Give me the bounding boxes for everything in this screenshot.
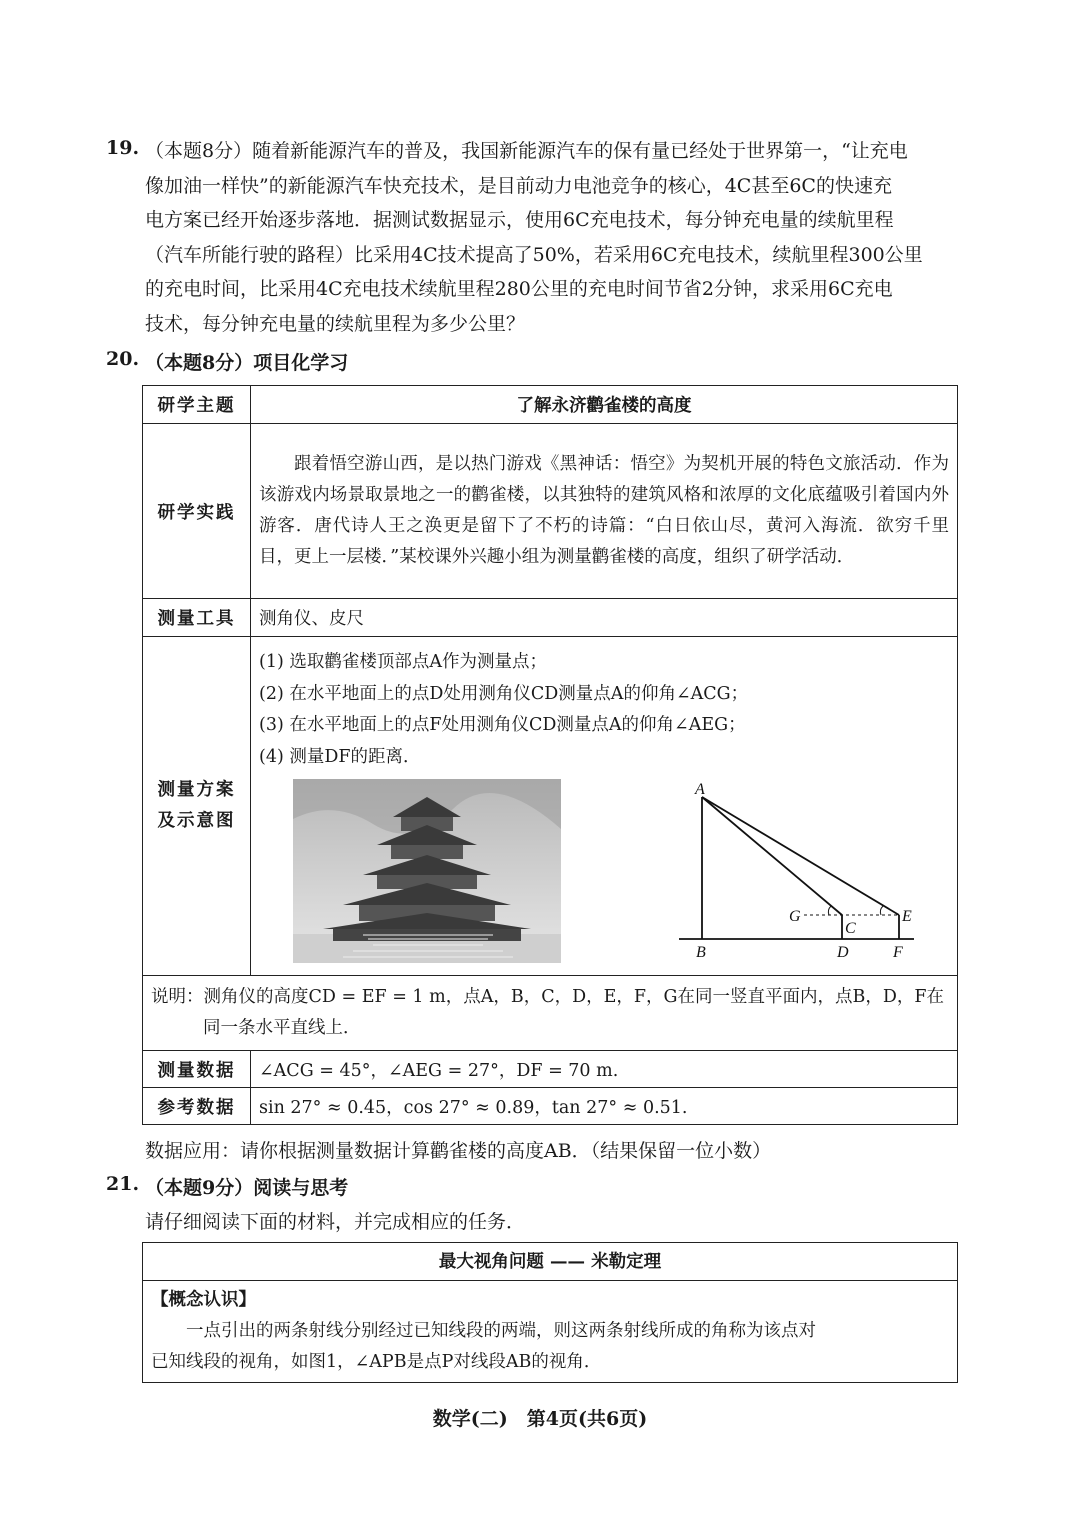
q21-intro: 请仔细阅读下面的材料，并完成相应的任务．	[145, 1211, 526, 1233]
q19-line: 技术，每分钟充电量的续航里程为多少公里？	[145, 312, 526, 335]
data-application: 数据应用：请你根据测量数据计算鹳雀楼的高度AB．（结果保留一位小数）	[145, 1140, 772, 1162]
tools-label: 测量工具	[143, 599, 251, 637]
step: (2) 在水平地面上的点D处用测角仪CD测量点A的仰角∠ACG；	[259, 683, 749, 704]
q19-line: 像加油一样快”的新能源汽车快充技术，是目前动力电池竞争的核心，4C甚至6C的快速充	[145, 174, 892, 197]
note-line: 说明：测角仪的高度CD = EF = 1 m，点A，B，C，D，E，F，G在同一竖直平面内，点B，D，F在	[151, 987, 945, 1007]
q19-line: （汽车所能行驶的路程）比采用4C技术提高了50%，若采用6C充电技术，续航里程300公里	[145, 243, 923, 266]
scheme-label-line: 及示意图	[157, 811, 236, 831]
label-D: D	[837, 944, 849, 961]
research-table	[142, 385, 958, 1125]
data-value: ∠ACG = 45°，∠AEG = 27°，DF = 70 m.	[251, 1051, 958, 1088]
step: (3) 在水平地面上的点F处用测角仪CD测量点A的仰角∠AEG；	[259, 715, 746, 735]
concept-line: 已知线段的视角，如图1，∠APB是点P对线段AB的视角．	[151, 1352, 602, 1372]
data-label: 测量数据	[143, 1051, 251, 1088]
reading-box	[142, 1242, 958, 1383]
tools-value: 测角仪、皮尺	[251, 599, 958, 637]
concept-line: 一点引出的两条射线分别经过已知线段的两端，则这两条射线所成的角称为该点对	[186, 1321, 816, 1341]
step: (1) 选取鹳雀楼顶部点A作为测量点；	[259, 652, 547, 672]
page-footer: 数学(二) 第4页(共6页)	[432, 1408, 648, 1430]
scheme-label	[143, 637, 251, 976]
practice-text: 跟着悟空游山西，是以热门游戏《黑神话：悟空》为契机开展的特色文旅活动．作为该游戏内场景取景地之一的鹳雀楼，以其独特的建筑风格和浓厚的文化底蕴吸引着国内外游客．唐代诗人王之涣更是留下了不朽的诗篇：“白日依山尽，黄河入海流．欲穷千里目，更上一层楼．”某校课外兴趣小组为测量鹳雀楼的高度，组织了研学活动．	[251, 424, 958, 599]
label-C: C	[845, 920, 856, 937]
ref-label: 参考数据	[143, 1088, 251, 1125]
q19-line: 的充电时间，比采用4C充电技术续航里程280公里的充电时间节省2分钟，求采用6C充电	[145, 278, 893, 300]
topic-label: 研学主题	[143, 386, 251, 424]
scheme-cell	[251, 637, 958, 976]
measurement-diagram	[669, 779, 919, 964]
topic-value: 了解永济鹳雀楼的高度	[251, 386, 958, 424]
label-F: F	[893, 944, 903, 961]
q21-number: 21.	[106, 1173, 140, 1195]
note-line: 同一条水平直线上．	[203, 1018, 361, 1038]
label-A: A	[695, 781, 705, 798]
q20-number: 20.	[106, 348, 140, 370]
q20-title: （本题8分）项目化学习	[145, 352, 349, 374]
scheme-steps	[259, 647, 949, 773]
label-G: G	[789, 908, 801, 925]
q19-line: （本题8分）随着新能源汽车的普及，我国新能源汽车的保有量已经处于世界第一，“让充电	[145, 140, 908, 162]
step: (4) 测量DF的距离．	[259, 746, 421, 767]
ref-value: sin 27° ≈ 0.45，cos 27° ≈ 0.89，tan 27° ≈ 0.51.	[251, 1088, 958, 1125]
reading-box-title: 最大视角问题 —— 米勒定理	[143, 1243, 957, 1281]
q19-text	[145, 134, 960, 341]
q21-title: （本题9分）阅读与思考	[145, 1177, 349, 1199]
section-heading: 【概念认识】	[151, 1290, 256, 1310]
label-E: E	[902, 908, 912, 925]
practice-label: 研学实践	[143, 424, 251, 599]
label-B: B	[696, 944, 706, 961]
q19-number: 19.	[106, 137, 140, 159]
q19-line: 电方案已经开始逐步落地．据测试数据显示，使用6C充电技术，每分钟充电量的续航里程	[145, 209, 894, 231]
scheme-label-line: 测量方案	[157, 780, 236, 800]
note-cell	[143, 976, 958, 1051]
tower-photo	[293, 779, 561, 963]
